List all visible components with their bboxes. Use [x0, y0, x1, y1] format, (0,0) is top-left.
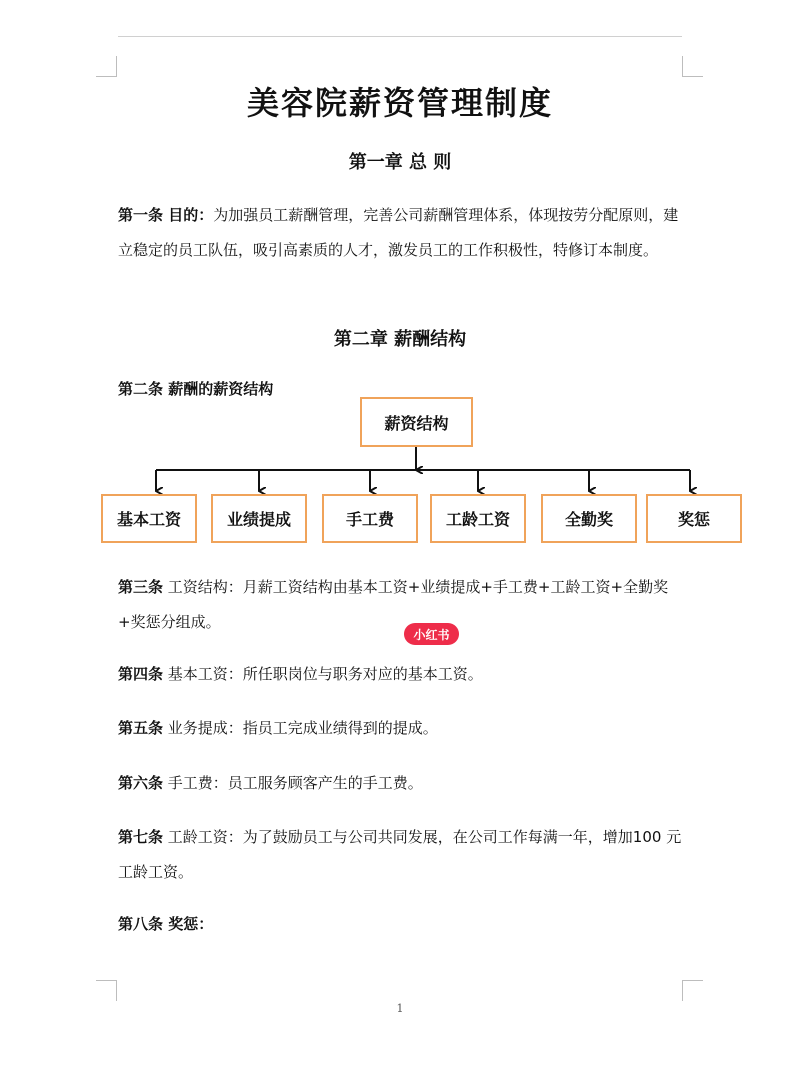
- article-6-text: 手工费：员工服务顾客产生的手工费。: [167, 774, 423, 792]
- org-node-reward-penalty: 奖惩: [646, 494, 742, 543]
- chapter-1-heading: 第一章 总 则: [348, 152, 452, 173]
- org-node-attendance-bonus: 全勤奖: [541, 494, 637, 543]
- page-number: 1: [396, 1002, 404, 1015]
- article-5: [118, 711, 684, 746]
- article-4-label: 第四条: [118, 665, 164, 683]
- article-3-label: 第三条: [118, 578, 164, 596]
- org-node-base-salary: 基本工资: [101, 494, 197, 543]
- article-3: [118, 570, 684, 640]
- article-5-label: 第五条: [118, 719, 164, 737]
- org-node-service-fee: 手工费: [322, 494, 418, 543]
- article-7-label: 第七条: [118, 828, 164, 846]
- article-6-label: 第六条: [118, 774, 164, 792]
- article-8: 第八条 奖惩：: [118, 915, 214, 933]
- chapter-2-heading: 第二章 薪酬结构: [333, 329, 467, 350]
- article-7-text: 工龄工资：为了鼓励员工与公司共同发展，在公司工作每满一年，增加100 元工龄工资。: [118, 828, 682, 881]
- article-5-text: 业务提成：指员工完成业绩得到的提成。: [167, 719, 438, 737]
- article-2: 第二条 薪酬的薪资结构: [118, 380, 274, 398]
- header-rule: [118, 36, 682, 37]
- margin-corner-top-right: [682, 56, 703, 77]
- watermark-badge: 小红书: [404, 623, 459, 645]
- org-node-seniority-pay: 工龄工资: [430, 494, 526, 543]
- article-4: [118, 657, 684, 692]
- org-root-box: 薪资结构: [360, 397, 473, 447]
- margin-corner-bottom-right: [682, 980, 703, 1001]
- document-title: 美容院薪资管理制度: [246, 84, 553, 122]
- article-4-text: 基本工资：所任职岗位与职务对应的基本工资。: [167, 665, 483, 683]
- margin-corner-top-left: [96, 56, 117, 77]
- article-3-text: 工资结构：月薪工资结构由基本工资+业绩提成+手工费+工龄工资+全勤奖+奖惩分组成。: [118, 578, 669, 631]
- article-1-label: 第一条 目的：: [118, 206, 214, 224]
- margin-corner-bottom-left: [96, 980, 117, 1001]
- article-6: [118, 766, 684, 801]
- article-7: [118, 820, 684, 890]
- article-1: [118, 198, 684, 268]
- org-node-commission: 业绩提成: [211, 494, 307, 543]
- article-1-text: 为加强员工薪酬管理，完善公司薪酬管理体系，体现按劳分配原则，建立稳定的员工队伍，吸引高素质的人才，激发员工的工作积极性，特修订本制度。: [118, 206, 679, 259]
